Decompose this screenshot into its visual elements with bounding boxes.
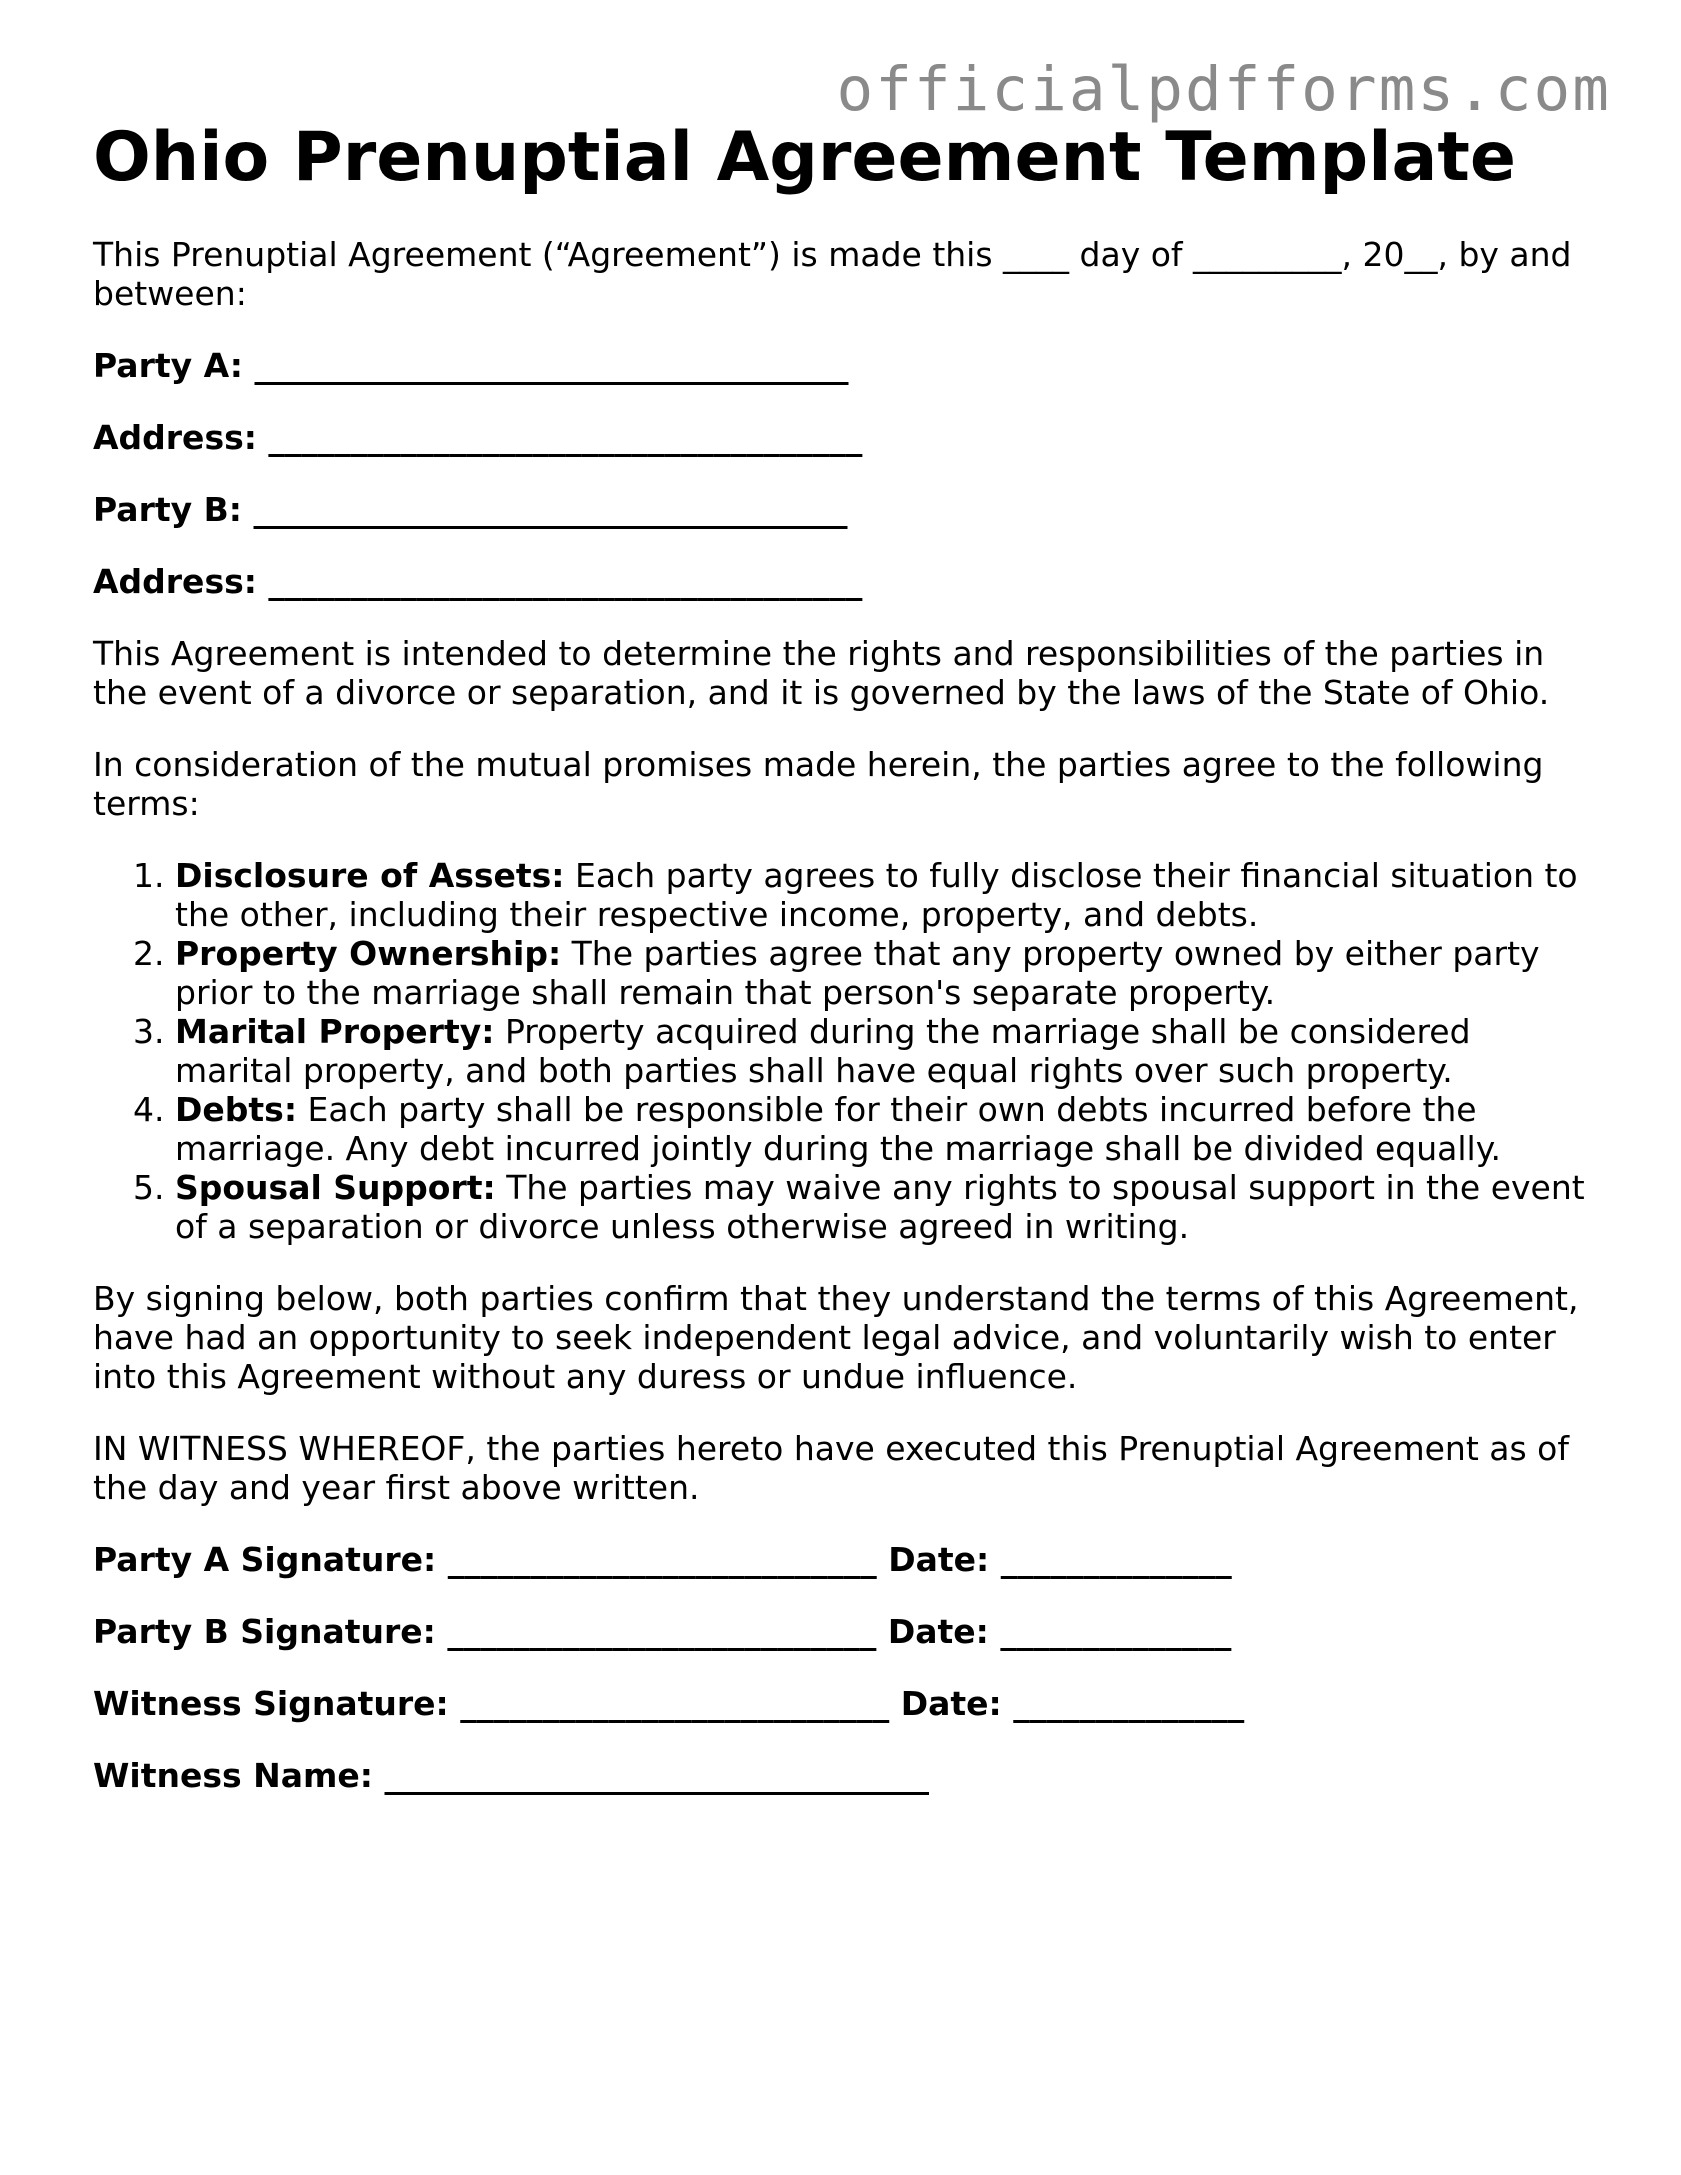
party-a-address-label: Address: bbox=[93, 418, 257, 457]
witness-name-line[interactable]: _________________________________ bbox=[384, 1756, 929, 1795]
party-b-date-label: Date: bbox=[887, 1612, 989, 1651]
term-heading: Debts: bbox=[175, 1090, 298, 1129]
party-a-date-line[interactable]: ______________ bbox=[1000, 1540, 1232, 1579]
party-b-field bbox=[93, 490, 1593, 529]
party-b-address-label: Address: bbox=[93, 562, 257, 601]
party-a-address-field bbox=[93, 418, 1593, 457]
term-text: Each party shall be responsible for their own debts incurred before the marriage. Any debt incurred jointly during the marriage shall be divided equally. bbox=[175, 1090, 1502, 1168]
witness-date-label: Date: bbox=[900, 1684, 1002, 1723]
party-b-label: Party B: bbox=[93, 490, 242, 529]
party-a-signature-line[interactable]: __________________________ bbox=[447, 1540, 877, 1579]
purpose-paragraph: This Agreement is intended to determine the rights and responsibilities of the parties in the event of a divorce or separation, and it is governed by the laws of the State of Ohio. bbox=[93, 634, 1550, 712]
witness-date-line[interactable]: ______________ bbox=[1013, 1684, 1245, 1723]
party-a-field bbox=[93, 346, 1593, 385]
witness-name-label: Witness Name: bbox=[93, 1756, 373, 1795]
witness-signature-field bbox=[93, 1684, 1593, 1723]
terms-list bbox=[93, 856, 1593, 1246]
party-a-line[interactable]: ____________________________________ bbox=[254, 346, 849, 385]
term-item bbox=[175, 1168, 1593, 1246]
witness-signature-line[interactable]: __________________________ bbox=[460, 1684, 890, 1723]
term-heading: Property Ownership: bbox=[175, 934, 562, 973]
party-b-signature-field bbox=[93, 1612, 1593, 1651]
term-heading: Marital Property: bbox=[175, 1012, 495, 1051]
document-title: Ohio Prenuptial Agreement Template bbox=[93, 118, 1517, 197]
party-b-address-field bbox=[93, 562, 1593, 601]
party-b-address-line[interactable]: ____________________________________ bbox=[268, 562, 863, 601]
witness-signature-label: Witness Signature: bbox=[93, 1684, 449, 1723]
term-item bbox=[175, 1090, 1593, 1168]
intro-paragraph: This Prenuptial Agreement (“Agreement”) is made this ____ day of _________, 20__, by and between: bbox=[93, 235, 1572, 313]
document-page bbox=[93, 118, 1593, 1795]
witness-name-field bbox=[93, 1756, 1593, 1795]
term-text: Property acquired during the marriage shall be considered marital property, and both parties shall have equal rights over such property. bbox=[175, 1012, 1471, 1090]
term-item bbox=[175, 856, 1593, 934]
term-text: The parties may waive any rights to spousal support in the event of a separation or divorce unless otherwise agreed in writing. bbox=[175, 1168, 1585, 1246]
term-text: Each party agrees to fully disclose their financial situation to the other, including their respective income, property, and debts. bbox=[175, 856, 1578, 934]
term-heading: Spousal Support: bbox=[175, 1168, 496, 1207]
term-item bbox=[175, 934, 1593, 1012]
party-b-signature-label: Party B Signature: bbox=[93, 1612, 436, 1651]
party-b-line[interactable]: ____________________________________ bbox=[253, 490, 848, 529]
term-text: The parties agree that any property owned by either party prior to the marriage shall remain that person's separate property. bbox=[175, 934, 1540, 1012]
party-a-signature-field bbox=[93, 1540, 1593, 1579]
party-a-signature-label: Party A Signature: bbox=[93, 1540, 437, 1579]
party-a-label: Party A: bbox=[93, 346, 243, 385]
acknowledgment-paragraph: By signing below, both parties confirm that they understand the terms of this Agreement, have had an opportunity to seek independent legal advice, and voluntarily wish to enter into this Agreement without any duress or undue influence. bbox=[93, 1279, 1579, 1396]
watermark: officialpdfforms.com bbox=[836, 54, 1611, 125]
party-b-signature-line[interactable]: __________________________ bbox=[447, 1612, 877, 1651]
term-heading: Disclosure of Assets: bbox=[175, 856, 565, 895]
party-a-date-label: Date: bbox=[888, 1540, 990, 1579]
term-item bbox=[175, 1012, 1593, 1090]
party-a-address-line[interactable]: ____________________________________ bbox=[268, 418, 863, 457]
consideration-paragraph: In consideration of the mutual promises made herein, the parties agree to the following terms: bbox=[93, 745, 1544, 823]
party-b-date-line[interactable]: ______________ bbox=[1000, 1612, 1232, 1651]
witness-clause: IN WITNESS WHEREOF, the parties hereto have executed this Prenuptial Agreement as of the day and year first above written. bbox=[93, 1429, 1569, 1507]
